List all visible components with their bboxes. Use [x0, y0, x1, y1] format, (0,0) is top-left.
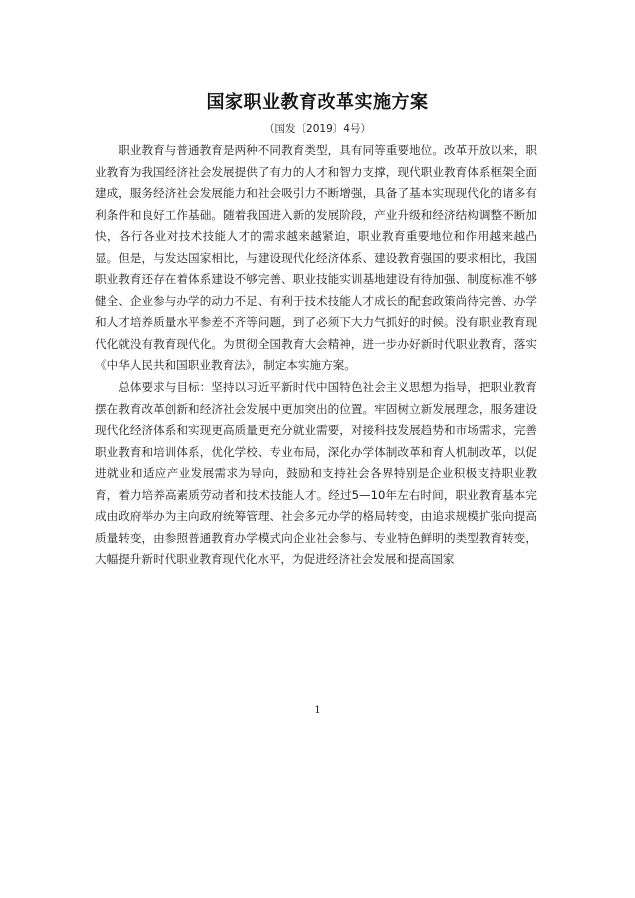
document-body: [95, 140, 537, 571]
body-paragraph-intro: 职业教育与普通教育是两种不同教育类型，具有同等重要地位。改革开放以来，职业教育为我国经济社会发展提供了有力的人才和智力支撑，现代职业教育体系框架全面建成，服务经济社会发展能力和社会吸引力不断增强，具备了基本实现现代化的诸多有利条件和良好工作基础。随着我国进入新的发展阶段，产业升级和经济结构调整不断加快，各行各业对技术技能人才的需求越来越紧迫，职业教育重要地位和作用越来越凸显。但是，与发达国家相比，与建设现代化经济体系、建设教育强国的要求相比，我国职业教育还存在着体系建设不够完善、职业技能实训基地建设有待加强、制度标准不够健全、企业参与办学的动力不足、有利于技术技能人才成长的配套政策尚待完善、办学和人才培养质量水平参差不齐等问题，到了必须下大力气抓好的时候。没有职业教育现代化就没有教育现代化。为贯彻全国教育大会精神，进一步办好新时代职业教育，落实《中华人民共和国职业教育法》，制定本实施方案。: [95, 143, 537, 373]
page-number: 1: [314, 705, 321, 716]
document-title: 国家职业教育改革实施方案: [206, 92, 429, 113]
document-number: （国发〔2019〕4号）: [264, 123, 371, 135]
body-paragraph-goals: 总体要求与目标：坚持以习近平新时代中国特色社会主义思想为指导，把职业教育摆在教育改革创新和经济社会发展中更加突出的位置。牢固树立新发展理念，服务建设现代化经济体系和实现更高质量更充分就业需要，对接科技发展趋势和市场需求，完善职业教育和培训体系，优化学校、专业布局，深化办学体制改革和育人机制改革，以促进就业和适应产业发展需求为导向，鼓励和支持社会各界特别是企业积极支持职业教育，着力培养高素质劳动者和技术技能人才。经过5—10年左右时间，职业教育基本完成由政府举办为主向政府统筹管理、社会多元办学的格局转变，由追求规模扩张向提高质量转变，由参照普通教育办学模式向企业社会参与、专业特色鲜明的类型教育转变，大幅提升新时代职业教育现代化水平，为促进经济社会发展和提高国家: [95, 380, 537, 567]
